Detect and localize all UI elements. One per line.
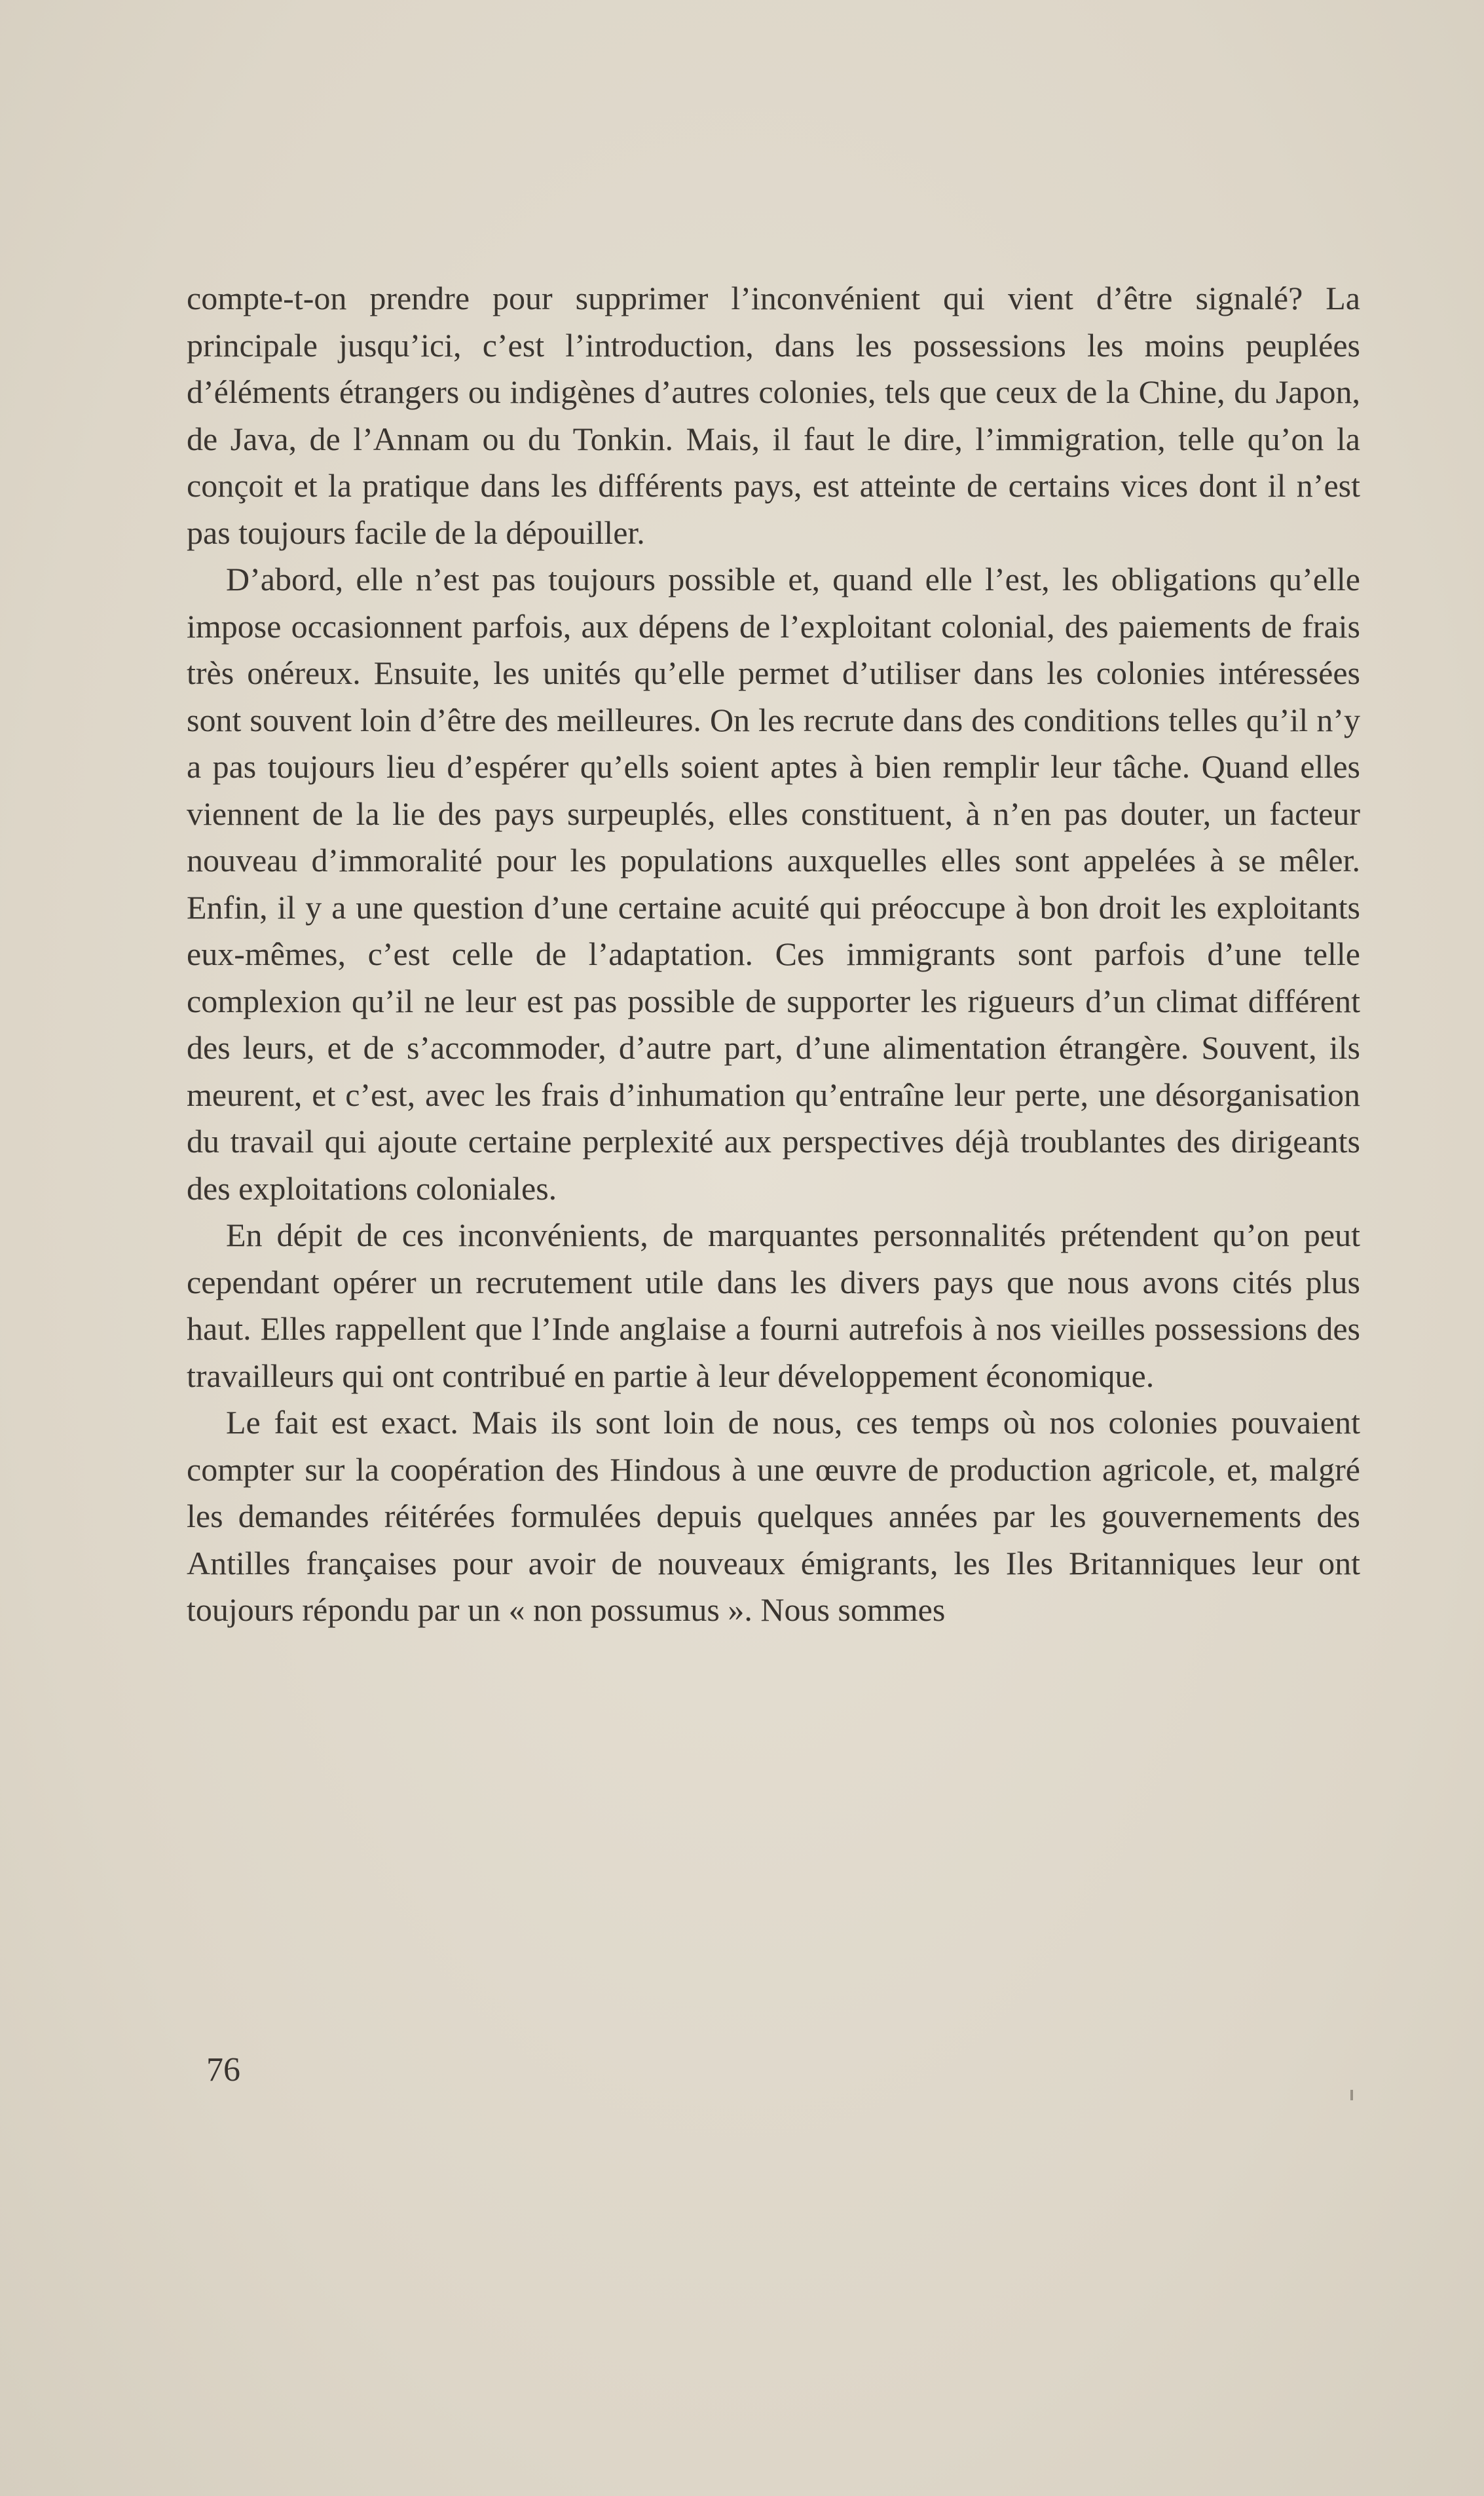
paragraph-3: En dépit de ces inconvénients, de marquantes personnalités prétendent qu’on peut cependant opérer un recrutement utile dans les divers pays que nous avons cités plus haut. Elles rappellent que l’Inde anglaise a fourni autrefois à nos vieilles possessions des travailleurs qui ont contribué en partie à leur développement économique. (187, 1217, 1360, 1394)
paragraph-4: Le fait est exact. Mais ils sont loin de nous, ces temps où nos colonies pouvaient compter sur la coopération des Hindous à une œuvre de production agricole, et, malgré les demandes réitérées formulées depuis quelques années par les gouvernements des Antilles françaises pour avoir de nouveaux émigrants, les Iles Britanniques leur ont toujours répondu par un « non possumus ». Nous sommes (187, 1404, 1360, 1628)
paragraph-1: compte-t-on prendre pour supprimer l’inconvénient qui vient d’être signalé? La principale jusqu’ici, c’est l’introduction, dans les possessions les moins peuplées d’éléments étrangers ou indigènes d’autres colonies, tels que ceux de la Chine, du Japon, de Java, de l’Annam ou du Tonkin. Mais, il faut le dire, l’immigration, telle qu’on la conçoit et la pratique dans les différents pays, est atteinte de certains vices dont il n’est pas toujours facile de la dépouiller. (187, 280, 1360, 551)
paragraph-2: D’abord, elle n’est pas toujours possible et, quand elle l’est, les obligations qu’elle impose occasionnent parfois, aux dépens de l’exploitant colonial, des paiements de frais très onéreux. Ensuite, les unités qu’elle permet d’utiliser dans les colonies intéressées sont souvent loin d’être des meilleures. On les recrute dans des conditions telles qu’il n’y a pas toujours lieu d’espérer qu’ells soient aptes à bien remplir leur tâche. Quand elles viennent de la lie des pays surpeuplés, elles constituent, à n’en pas douter, un facteur nouveau d’immoralité pour les populations auxquelles elles sont appelées à se mêler. Enfin, il y a une question d’une certaine acuité qui préoccupe à bon droit les exploitants eux-mêmes, c’est celle de l’adaptation. Ces immigrants sont parfois d’une telle complexion qu’il ne leur est pas possible de supporter les rigueurs d’un climat différent des leurs, et de s’accommoder, d’autre part, d’une alimentation étrangère. Souvent, ils meurent, et c’est, avec les frais d’inhumation qu’entraîne leur perte, une désorganisation du travail qui ajoute certaine perplexité aux perspectives déjà troublantes des dirigeants des exploitations coloniales. (187, 561, 1360, 1207)
body-text (187, 275, 1360, 1634)
page-number: 76 (206, 2051, 240, 2089)
paper-speck (1350, 2090, 1353, 2100)
